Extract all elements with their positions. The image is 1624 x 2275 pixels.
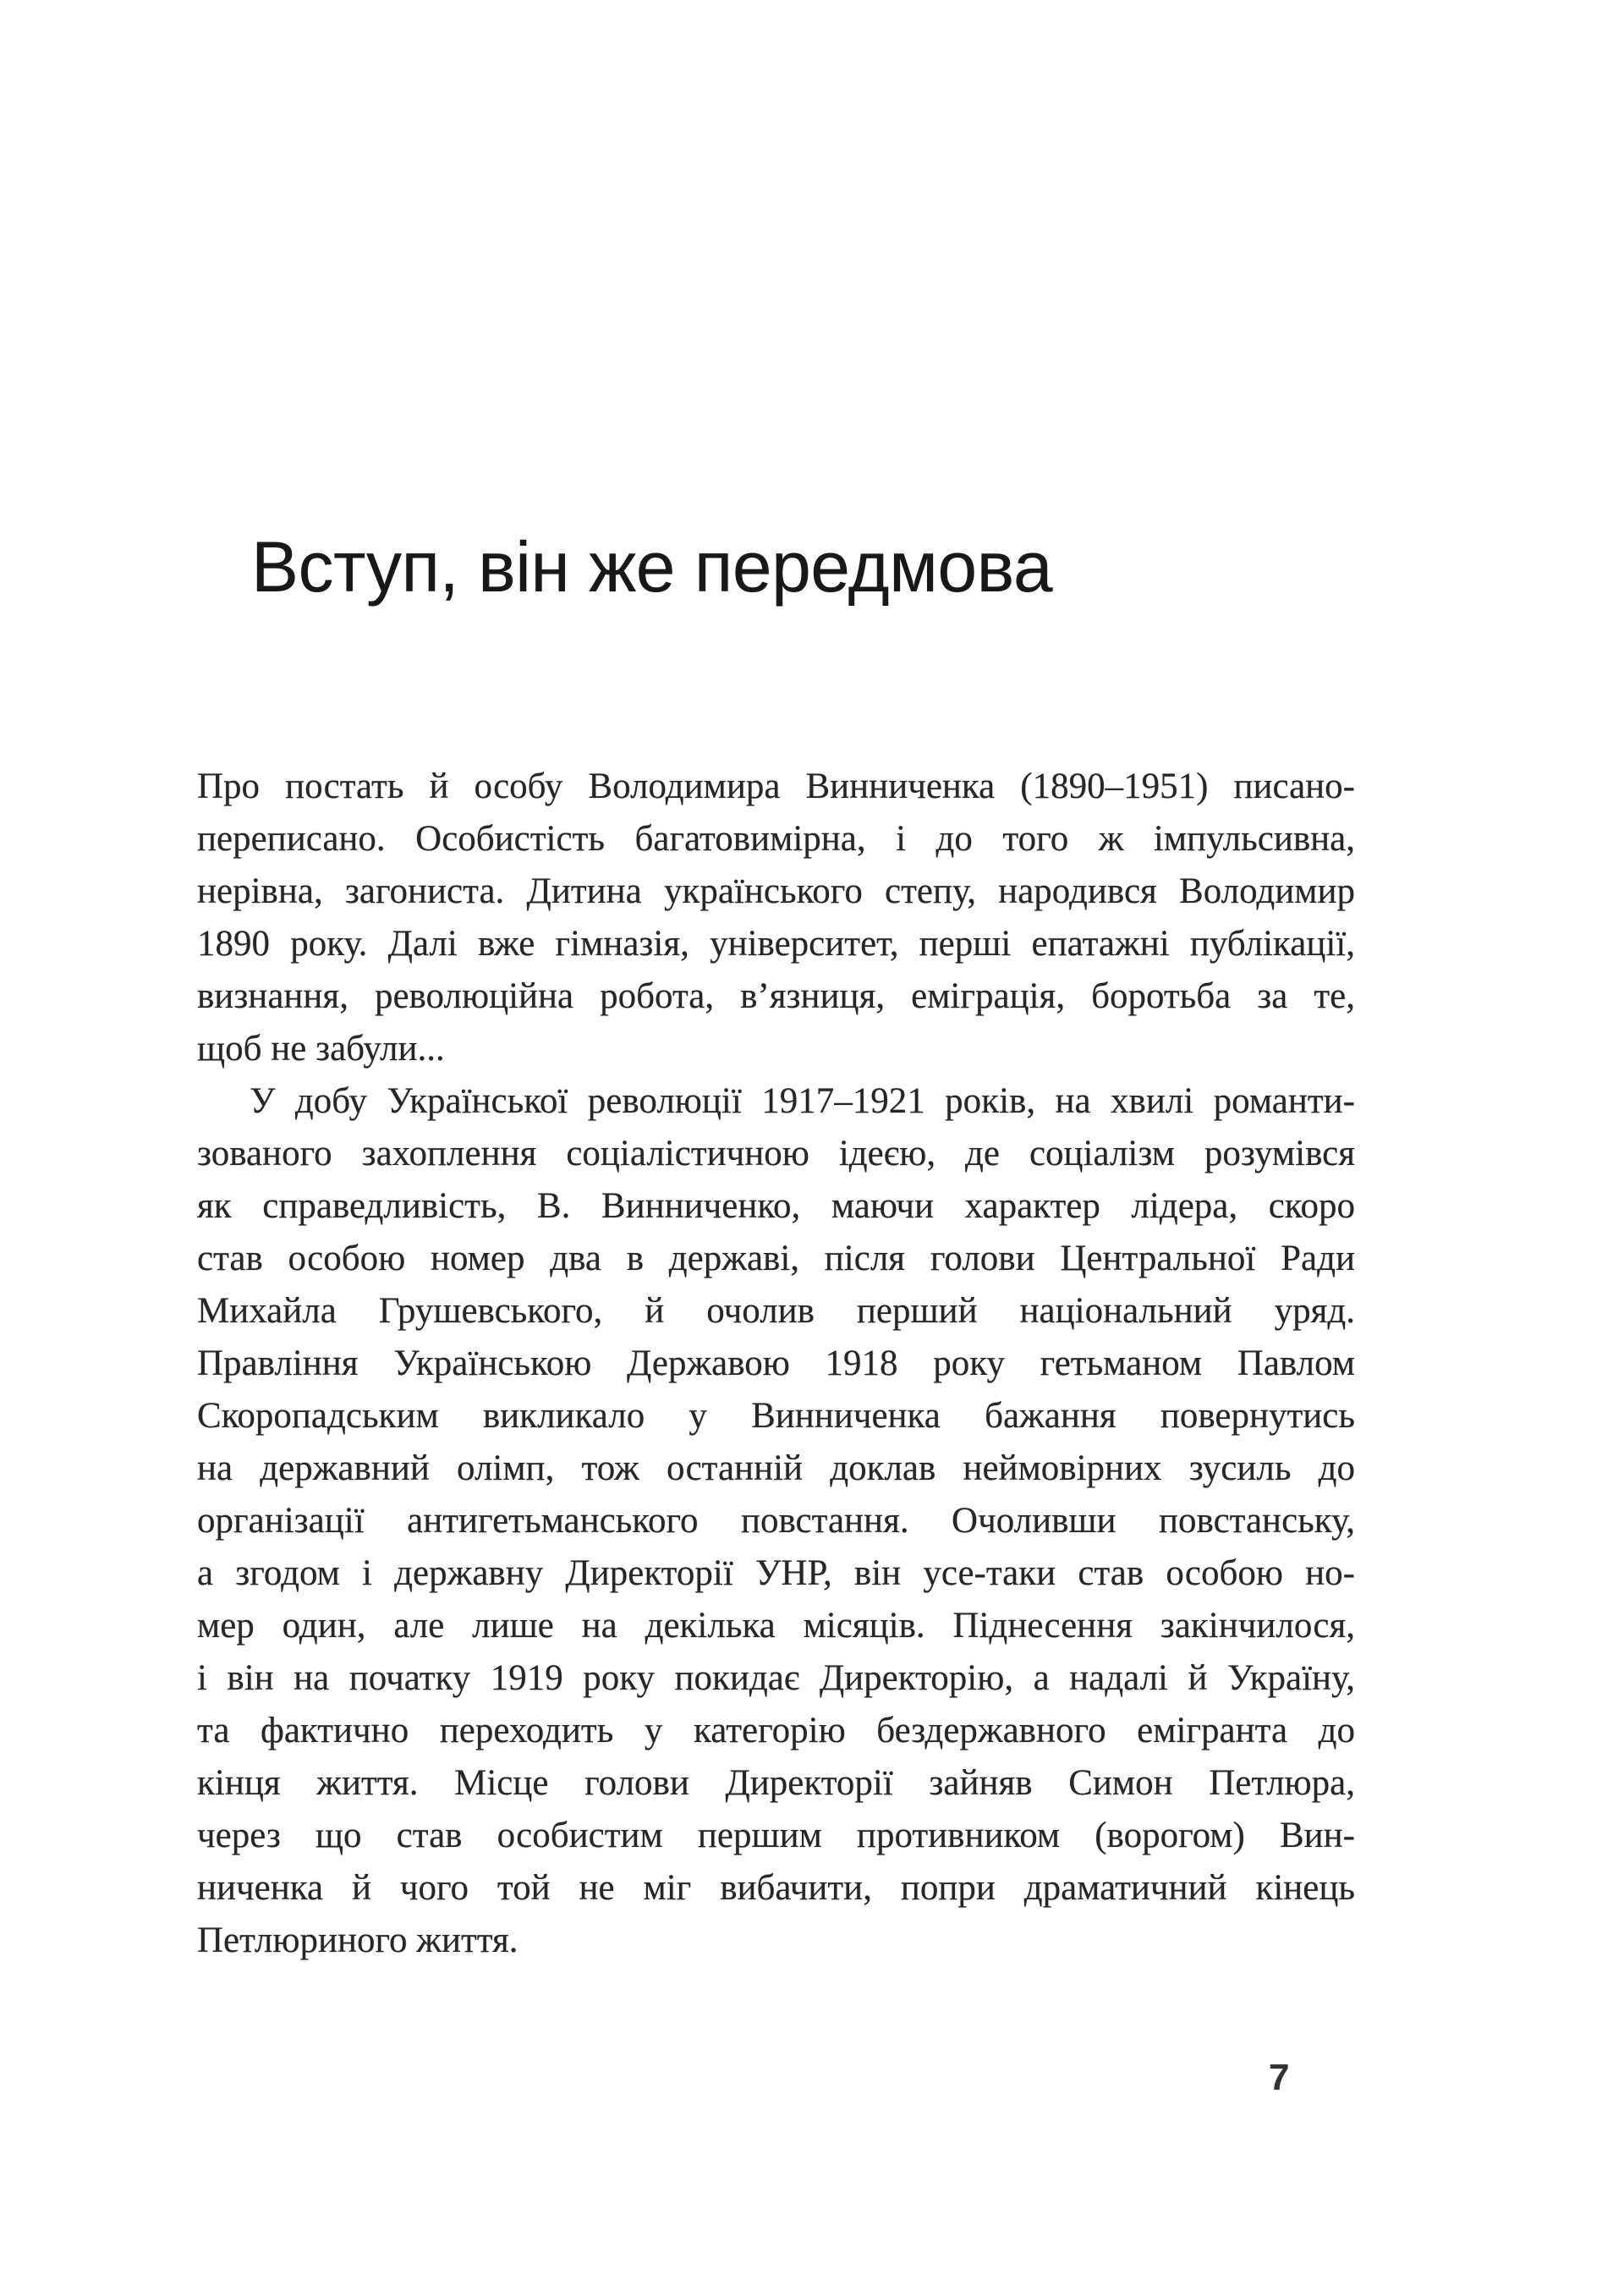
body-line: через що став особистим першим противником (ворогом) Вин- <box>197 1816 1355 1855</box>
body-line: зованого захоплення соціалістичною ідеєю, де соціалізм розумівся <box>197 1134 1355 1173</box>
body-line: Михайла Грушевського, й очолив перший національний уряд. <box>197 1291 1355 1331</box>
body-line: кінця життя. Місце голови Директорії зайняв Симон Петлюра, <box>197 1763 1355 1803</box>
body-line: щоб не забули... <box>197 1029 445 1069</box>
paragraph <box>197 1075 1355 1967</box>
body-line: ниченка й чого той не міг вибачити, попри драматичний кінець <box>197 1868 1355 1908</box>
paragraph <box>197 761 1355 1075</box>
body-line: Скоропадським викликало у Винниченка бажання повернутись <box>197 1396 1355 1436</box>
body-line: став особою номер два в державі, після голови Центральної Ради <box>197 1239 1355 1278</box>
body-line: визнання, революційна робота, в’язниця, еміграція, боротьба за те, <box>197 976 1355 1016</box>
page-title: Вступ, він же передмова <box>251 527 1053 607</box>
body-line: Петлюриного життя. <box>197 1921 518 1960</box>
body-line: мер один, але лише на декілька місяців. Піднесення закінчилося, <box>197 1606 1355 1646</box>
body-line: та фактично переходить у категорію бездержавного емігранта до <box>197 1711 1355 1750</box>
body-line: на державний олімп, тож останній доклав неймовірних зусиль до <box>197 1448 1355 1488</box>
body-line: Правління Українською Державою 1918 року гетьманом Павлом <box>197 1344 1355 1383</box>
body-line: У добу Української революції 1917–1921 років, на хвилі романти- <box>250 1081 1355 1121</box>
body-line: організації антигетьманського повстання. Очоливши повстанську, <box>197 1501 1355 1541</box>
page-number: 7 <box>1269 2057 1290 2098</box>
body-line: як справедливість, В. Винниченко, маючи характер лідера, скоро <box>197 1186 1355 1226</box>
body-line: і він на початку 1919 року покидає Директорію, а надалі й Україну, <box>197 1658 1355 1698</box>
body-text <box>197 761 1355 1967</box>
body-line: а згодом і державну Директорії УНР, він усе-таки став особою но- <box>197 1553 1355 1593</box>
body-line: переписано. Особистість багатовимірна, і до того ж імпульсивна, <box>197 819 1355 859</box>
body-line: 1890 року. Далі вже гімназія, університет, перші епатажні публікації, <box>197 924 1355 964</box>
body-line: нерівна, загониста. Дитина українського степу, народився Володимир <box>197 871 1355 911</box>
body-line: Про постать й особу Володимира Винниченка (1890–1951) писано- <box>197 767 1355 806</box>
